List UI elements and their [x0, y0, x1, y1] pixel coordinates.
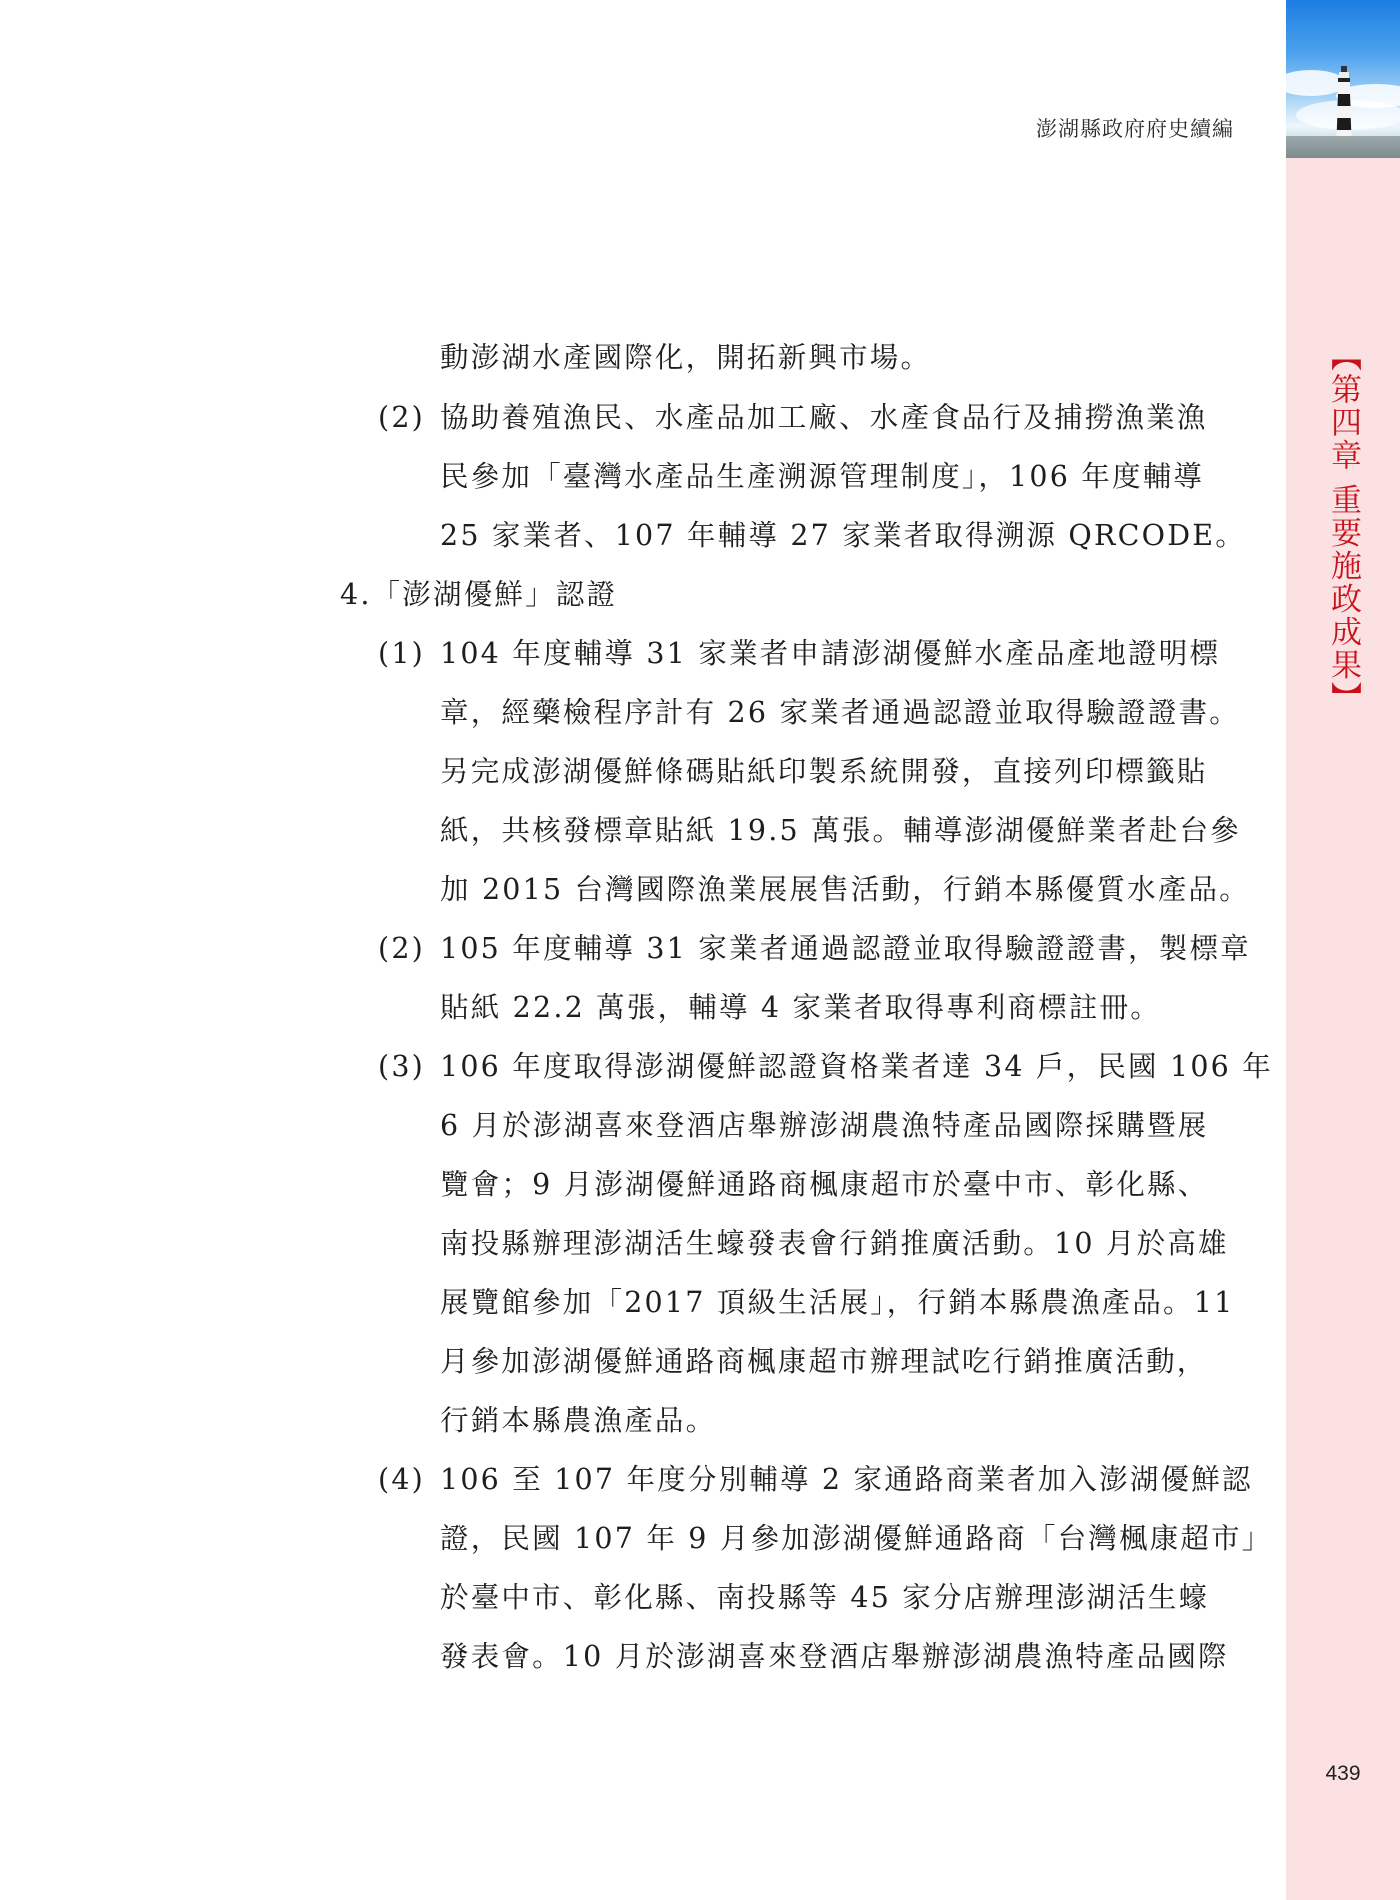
- list-item-2: (2) 協助養殖漁民、水產品加工廠、水產食品行及捕撈漁業漁: [0, 398, 1286, 438]
- text-line: 另完成澎湖優鮮條碼貼紙印製系統開發，直接列印標籤貼: [440, 755, 1208, 788]
- chapter-tab: [1286, 340, 1400, 715]
- list-item-3: (3) 106 年度取得澎湖優鮮認證資格業者達 34 戶，民國 106 年: [0, 1047, 1286, 1087]
- text-line: 於臺中市、彰化縣、南投縣等 45 家分店辦理澎湖活生蠔: [440, 1581, 1210, 1614]
- text-line: 展覽館參加「2017 頂級生活展」，行銷本縣農漁產品。11: [440, 1286, 1235, 1319]
- text-line: 南投縣辦理澎湖活生蠔發表會行銷推廣活動。10 月於高雄: [440, 1227, 1229, 1260]
- text-line: 證，民國 107 年 9 月參加澎湖優鮮通路商「台灣楓康超市」: [440, 1522, 1273, 1555]
- text-line: 發表會。10 月於澎湖喜來登酒店舉辦澎湖農漁特產品國際: [440, 1640, 1229, 1673]
- list-marker: (4): [378, 1463, 425, 1496]
- list-item-4: (4) 106 至 107 年度分別輔導 2 家通路商業者加入澎湖優鮮認: [0, 1460, 1286, 1500]
- text-line: 貼紙 22.2 萬張，輔導 4 家業者取得專利商標註冊。: [440, 991, 1161, 1024]
- text-line: 6 月於澎湖喜來登酒店舉辦澎湖農漁特產品國際採購暨展: [440, 1109, 1209, 1142]
- text-line: 25 家業者、107 年輔導 27 家業者取得溯源 QRCODE。: [440, 519, 1246, 552]
- running-header: 澎湖縣政府府史續編: [1036, 117, 1234, 141]
- page-number: 439: [1325, 1762, 1361, 1785]
- list-marker: (3): [378, 1050, 425, 1083]
- chapter-side-band: [1286, 0, 1400, 1900]
- text-line: 覽會；9 月澎湖優鮮通路商楓康超市於臺中市、彰化縣、: [440, 1168, 1209, 1201]
- text-line: 行銷本縣農漁產品。: [440, 1404, 717, 1437]
- section-heading: 4.「澎湖優鮮」認證: [340, 578, 618, 611]
- list-item-1: (1) 104 年度輔導 31 家業者申請澎湖優鮮水產品產地證明標: [0, 634, 1286, 674]
- chapter-tab-label: 【第四章 重要施政成果】: [1325, 340, 1361, 715]
- list-marker: (1): [378, 637, 425, 670]
- list-marker: (2): [378, 932, 425, 965]
- text-line: 月參加澎湖優鮮通路商楓康超市辦理試吃行銷推廣活動，: [440, 1345, 1208, 1378]
- text-line: 紙，共核發標章貼紙 19.5 萬張。輔導澎湖優鮮業者赴台參: [440, 814, 1241, 847]
- text-line: 加 2015 台灣國際漁業展展售活動，行銷本縣優質水產品。: [440, 873, 1250, 906]
- lighthouse-photo: [1286, 0, 1400, 158]
- text-line: 動澎湖水產國際化，開拓新興市場。: [440, 341, 932, 374]
- text-line: 章，經藥檢程序計有 26 家業者通過認證並取得驗證證書。: [440, 696, 1240, 729]
- list-marker: (2): [378, 401, 425, 434]
- text-line: 民參加「臺灣水產品生產溯源管理制度」，106 年度輔導: [440, 460, 1205, 493]
- list-item-2: (2) 105 年度輔導 31 家業者通過認證並取得驗證證書，製標章: [0, 929, 1286, 969]
